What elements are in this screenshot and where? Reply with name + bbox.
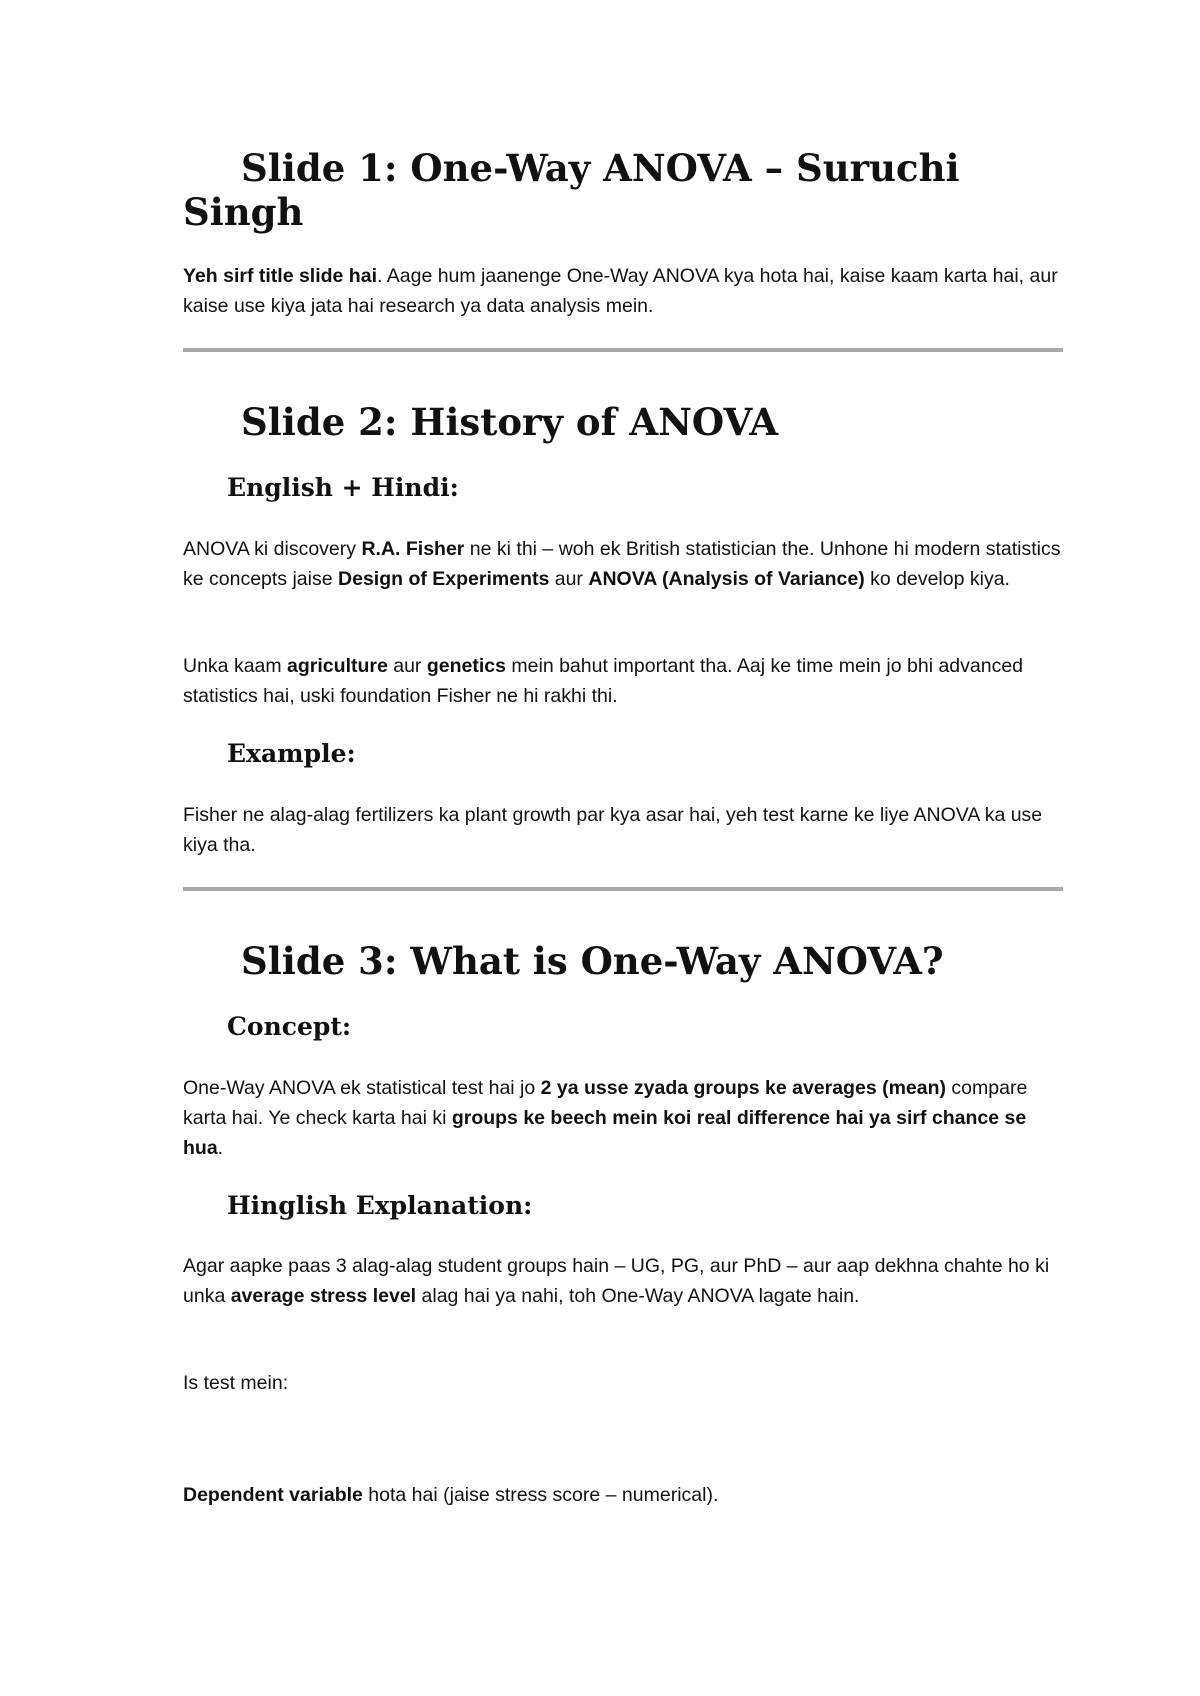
slide-3-title: Slide 3: What is One-Way ANOVA?	[241, 939, 944, 983]
text-run: One-Way ANOVA ek statistical test hai jo	[183, 1077, 541, 1099]
slide-3-paragraph-1	[183, 1073, 1063, 1163]
slide-3-paragraph-2	[183, 1251, 1063, 1311]
slide-1-paragraph	[183, 261, 1063, 321]
bold-run: groups ke beech mein koi real difference hai ya sirf chance se hua	[183, 1107, 1027, 1159]
text-run: hota hai (jaise stress score – numerical).	[362, 1484, 719, 1506]
text-run: aur	[387, 655, 427, 677]
bold-run: ANOVA (Analysis of Variance)	[588, 568, 865, 590]
slide-2-paragraph-1	[183, 534, 1063, 594]
text-run: alag hai ya nahi, toh One-Way ANOVA lagate hain.	[416, 1285, 860, 1307]
text-run: Unka kaam	[183, 655, 288, 677]
slide-2-subheading-example: Example:	[227, 739, 356, 768]
text-run: Agar aapke paas 3 alag-alag student groups hain – UG, PG, aur PhD – aur aap dekhna chahte ho ki unka	[183, 1255, 1050, 1307]
slide-3-subheading-concept: Concept:	[227, 1012, 352, 1041]
slide-2-paragraph-3: Fisher ne alag-alag fertilizers ka plant growth par kya asar hai, yeh test karne ke liye ANOVA ka use kiya tha.	[183, 804, 1043, 856]
slide-1-bold-text: Yeh sirf title slide hai	[183, 265, 377, 287]
bold-run: genetics	[426, 655, 506, 677]
bold-run: Dependent variable	[183, 1484, 363, 1506]
text-run: compare karta hai. Ye check karta hai ki	[183, 1077, 1028, 1129]
bold-run: agriculture	[287, 655, 388, 677]
slide-2-subheading-english-hindi: English + Hindi:	[227, 473, 459, 502]
text-run: mein bahut important tha. Aaj ke time mein jo bhi advanced statistics hai, uski foundation Fisher ne hi rakhi thi.	[183, 655, 1024, 707]
slide-2-paragraph-2	[183, 651, 1063, 711]
slide-1-text: . Aage hum jaanenge One-Way ANOVA kya hota hai, kaise kaam karta hai, aur kaise use kiya jata hai research ya data analysis mein.	[183, 265, 1058, 317]
slide-2-title: Slide 2: History of ANOVA	[241, 400, 779, 444]
text-run: ANOVA ki discovery	[183, 538, 362, 560]
slide-3-paragraph-4	[183, 1480, 1063, 1510]
slide-1-title: Slide 1: One-Way ANOVA – Suruchi Singh	[183, 146, 960, 234]
slide-3-subheading-hinglish: Hinglish Explanation:	[227, 1191, 533, 1220]
bold-run: Design of Experiments	[338, 568, 550, 590]
text-run: ne ki thi – woh ek British statistician the. Unhone hi modern statistics ke concepts jaise	[183, 538, 1061, 590]
horizontal-divider	[183, 348, 1063, 352]
horizontal-divider	[183, 887, 1063, 891]
bold-run: average stress level	[230, 1285, 417, 1307]
text-run: ko develop kiya.	[864, 568, 1010, 590]
text-run: .	[217, 1137, 224, 1159]
slide-3-paragraph-3: Is test mein:	[183, 1372, 289, 1394]
bold-run: R.A. Fisher	[361, 538, 465, 560]
bold-run: 2 ya usse zyada groups ke averages (mean)	[540, 1077, 947, 1099]
text-run: aur	[549, 568, 589, 590]
